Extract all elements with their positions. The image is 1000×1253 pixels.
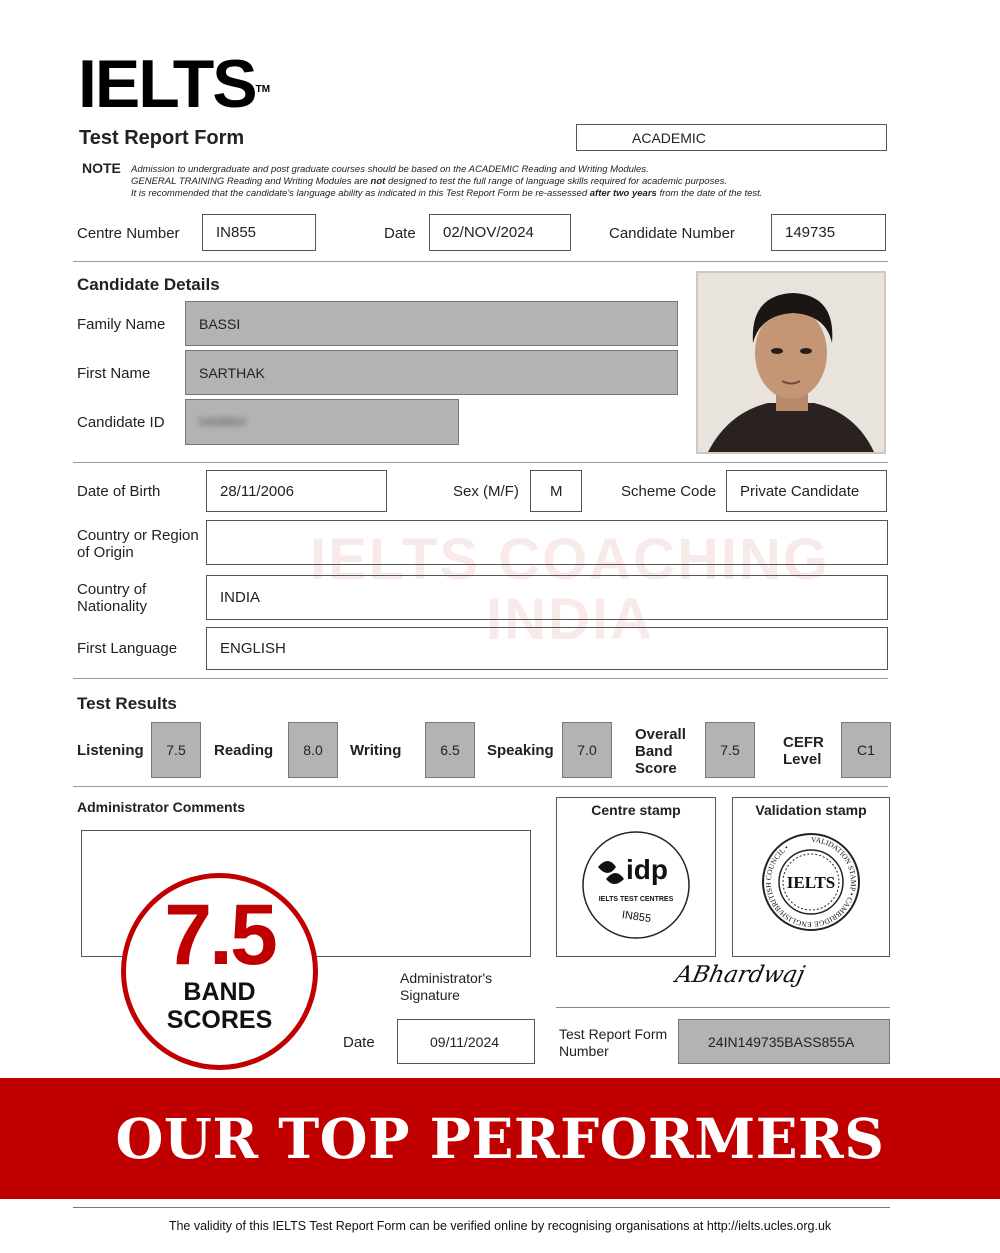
portrait-image — [698, 273, 884, 452]
candidate-id-field: 5458854 — [185, 399, 459, 445]
admin-signature-label: Administrator's Signature — [400, 970, 493, 1003]
first-language-field: ENGLISH — [206, 627, 888, 670]
scheme-code-label: Scheme Code — [621, 483, 717, 500]
nationality-field: INDIA — [206, 575, 888, 620]
watermark-line-2: INDIA — [486, 587, 654, 652]
trf-number-label: Test Report Form Number — [559, 1026, 668, 1059]
idp-subtitle: IELTS TEST CENTRES — [598, 896, 674, 903]
first-name-label: First Name — [77, 365, 151, 382]
reading-label: Reading — [214, 742, 274, 759]
candidate-photo — [696, 271, 886, 454]
origin-label: Country or Region of Origin — [77, 527, 199, 561]
note-line-1: Admission to undergraduate and post graduate courses should be based on the ACADEMIC Reading and Writing Modules. — [131, 164, 649, 175]
writing-label: Writing — [350, 742, 402, 759]
candidate-details-title: Candidate Details — [77, 275, 220, 294]
validation-seal — [732, 823, 890, 953]
note-line-2: GENERAL TRAINING Reading and Writing Modules are not designed to test the full range of language skills required for academic purposes. — [131, 176, 728, 187]
cefr-level: C1 — [841, 722, 891, 778]
badge-score: 7.5 — [164, 887, 275, 983]
scheme-code-field: Private Candidate — [726, 470, 887, 512]
first-name-field: SARTHAK — [185, 350, 678, 395]
origin-field — [206, 520, 888, 565]
sex-label: Sex (M/F) — [453, 483, 519, 500]
badge-line-2: SCORES — [166, 1006, 273, 1034]
idp-wordmark: idp — [626, 854, 668, 885]
nationality-label: Country of Nationality — [77, 581, 148, 615]
ielts-logo — [78, 48, 270, 120]
sex-field: M — [530, 470, 582, 512]
note-line-3: It is recommended that the candidate's language ability as indicated in this Test Report Form be re-assessed after two years from the date of the test. — [131, 188, 763, 199]
watermark-line-1: IELTS COACHING — [310, 527, 830, 592]
validation-center-text: IELTS — [786, 873, 836, 892]
idp-centre-code: IN855 — [621, 909, 652, 926]
signature-line — [556, 1007, 890, 1008]
divider — [73, 678, 888, 679]
centre-number-field: IN855 — [202, 214, 316, 251]
trf-number-field: 24IN149735BASS855A — [678, 1019, 890, 1064]
admin-comments-label: Administrator Comments — [77, 799, 246, 815]
centre-stamp-label: Centre stamp — [591, 802, 681, 818]
admin-date-label: Date — [343, 1034, 375, 1051]
footer-text: The validity of this IELTS Test Report Form can be verified online by recognising organisations at http://ielts.ucles.org.uk — [168, 1219, 832, 1233]
divider — [73, 786, 888, 787]
overall-band-score: 7.5 — [705, 722, 755, 778]
form-title: Test Report Form — [79, 127, 245, 149]
admin-date-field: 09/11/2024 — [397, 1019, 535, 1064]
centre-stamp-box — [556, 797, 716, 957]
module-value: ACADEMIC — [632, 129, 706, 146]
listening-label: Listening — [77, 742, 144, 759]
band-score-badge — [121, 873, 318, 1070]
top-performers-banner — [0, 1078, 1000, 1199]
reading-score: 8.0 — [288, 722, 338, 778]
test-date-field: 02/NOV/2024 — [429, 214, 571, 251]
speaking-label: Speaking — [487, 742, 554, 759]
banner-text: OUR TOP PERFORMERS — [115, 1106, 885, 1171]
dob-field: 28/11/2006 — [206, 470, 387, 512]
candidate-id-label: Candidate ID — [77, 414, 165, 431]
divider — [73, 462, 888, 463]
first-language-label: First Language — [77, 640, 178, 657]
logo-text: IELTS — [78, 46, 256, 122]
cefr-label: CEFR Level — [783, 734, 824, 768]
centre-number-label: Centre Number — [77, 225, 180, 242]
listening-score: 7.5 — [151, 722, 201, 778]
note-text — [131, 164, 762, 200]
validation-ring-text: VALIDATION STAMP • CAMBRIDGE ENGLISH/BRITISH COUNCIL • — [763, 834, 859, 930]
test-results-title: Test Results — [77, 694, 177, 713]
trademark: TM — [255, 84, 271, 95]
speaking-score: 7.0 — [562, 722, 612, 778]
family-name-label: Family Name — [77, 316, 166, 333]
candidate-number-label: Candidate Number — [609, 225, 735, 242]
validation-stamp-box — [732, 797, 890, 957]
admin-signature: ABhardwaj — [673, 962, 808, 988]
date-label: Date — [384, 225, 416, 242]
overall-band-label: Overall Band Score — [635, 726, 686, 777]
dob-label: Date of Birth — [77, 483, 161, 500]
divider — [73, 261, 888, 262]
validation-stamp-label: Validation stamp — [755, 802, 867, 818]
note-label: NOTE — [82, 160, 121, 176]
badge-line-1: BAND — [183, 978, 256, 1006]
footer-divider — [73, 1207, 890, 1208]
module-box — [576, 124, 887, 151]
candidate-number-field: 149735 — [771, 214, 886, 251]
idp-stamp — [556, 823, 716, 953]
writing-score: 6.5 — [425, 722, 475, 778]
family-name-field: BASSI — [185, 301, 678, 346]
idp-leaf-icon — [598, 861, 624, 884]
